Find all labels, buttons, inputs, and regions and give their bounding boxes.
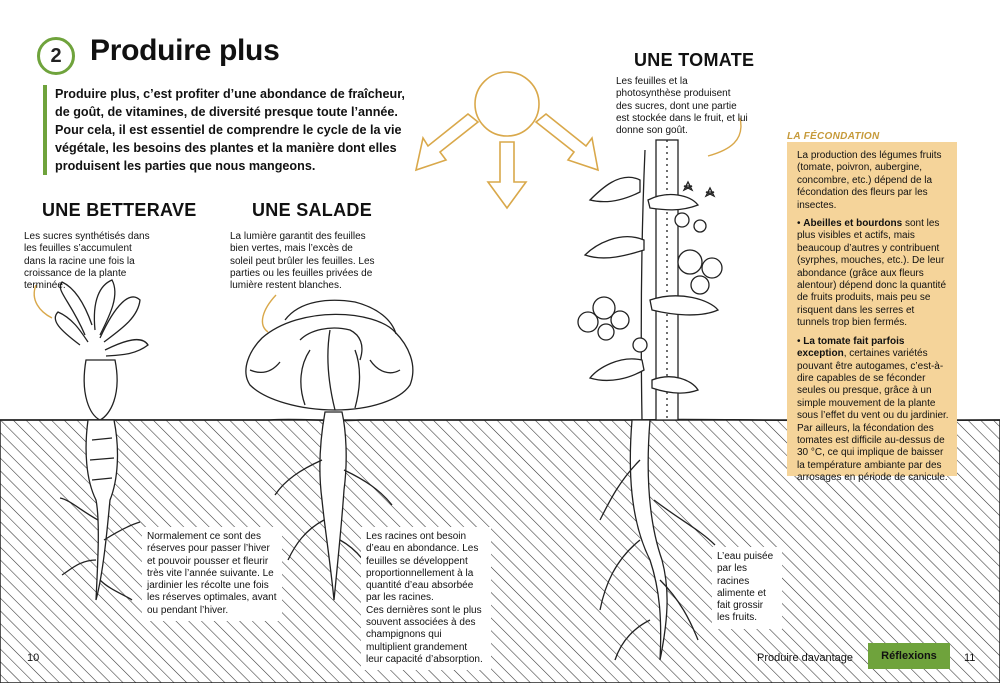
sidebar-title: LA FÉCONDATION (787, 131, 880, 142)
lettuce-note-bottom-part2: Ces dernières sont le plus souvent associées à des champignons qui multiplient grandement leur capacité d’absorption. (366, 604, 483, 665)
sidebar-intro: La production des légumes fruits (tomate, poivron, aubergine, concombre, etc.) dépend de la fécondation des fleurs par les insectes. (797, 150, 942, 211)
sidebar-bullet-2: • La tomate fait parfois exception, certaines variétés pouvant être autogames, c’est-à-dire capables de se féconder seules ou presque, grâce à un simple mouvement de la plante sous l’effet du vent ou du jardinier. Par ailleurs, la fécondation des tomates est difficile au-dessus de 30 °C, ce qui implique de baisser la température ambiante par des arrosages en période de canicule. (797, 335, 949, 484)
lettuce-note-top: La lumière garantit des feuilles bien vertes, mais l’excès de soleil peut brûler les feuilles. Les parties ou les feuilles privées de lumière restent blanches. (230, 231, 375, 292)
intro-paragraph: Produire plus, c’est profiter d’une abondance de fraîcheur, de goût, de vitamines, de diversité presque toute l’année. Pour cela, il est essentiel de comprendre le cycle de la vie végétale, les besoins des plantes et la manière dont elles produisent les parties que nous mangeons. (43, 85, 405, 175)
page-number-right: 11 (964, 652, 976, 664)
tomato-note-top: Les feuilles et la photosynthèse produisent des sucres, dont une partie est stockée dans le fruit, et lui donne son goût. (616, 76, 748, 137)
lettuce-note-bottom-part1: Les racines ont besoin d’eau en abondance. Les feuilles se développent proportionnellement à la quantité d’eau absorbée par les racines. (366, 531, 479, 604)
sun-icon (416, 72, 598, 208)
reflexions-tab[interactable]: Réflexions (868, 643, 950, 669)
lettuce-note-bottom (361, 527, 491, 670)
beet-title: UNE BETTERAVE (42, 200, 197, 220)
section-number-badge: 2 (37, 37, 75, 75)
sidebar-bullet-1-bold: Abeilles et bourdons (803, 218, 903, 230)
lettuce-title: UNE SALADE (252, 200, 373, 220)
beet-note-top: Les sucres synthétisés dans les feuilles s’accumulent dans la racine une fois la croissance de la plante terminée. (24, 231, 150, 292)
footer-section-label[interactable]: Produire davantage (757, 652, 854, 664)
sidebar-bullet-2-text: , certaines variétés pouvant être autogames, c’est-à-dire capables de se féconder seules ou presque, grâce à un simple mouvement de la plante sous l’effet du vent ou du jardinier. Par ailleurs, la fécondation des tomates est difficile au-dessus de 30 °C, ce qui implique de baisser la température ambiante par des arrosages en période de canicule. (797, 348, 949, 484)
tomato-note-bottom: L’eau puisée par les racines alimente et fait grossir les fruits. (712, 547, 782, 629)
beet-note-bottom: Normalement ce sont des réserves pour passer l’hiver et pouvoir pousser et fleurir très vite l’année suivante. Le jardinier les récolte une fois les réserves optimales, avant ou pendant l’hiver. (142, 527, 282, 621)
page-number-left: 10 (27, 652, 40, 664)
page-title: Produire plus (90, 34, 280, 67)
fecondation-sidebar (787, 142, 957, 484)
tomato-title: UNE TOMATE (634, 50, 755, 70)
sidebar-bullet-1: • Abeilles et bourdons sont les plus visibles et actifs, mais beaucoup d’autres y contribuent (syrphes, mouches, etc.). De leur abondance (grâce aux fleurs alentour) dépend donc la quantité de fruits produits, mais peu se risquent dans les serres et tunnels trop bien fermés. (797, 218, 947, 329)
sidebar-bullet-1-text: sont les plus visibles et actifs, mais beaucoup d’autres y contribuent (syrphes, mouches, etc.). De leur abondance (grâce aux fleurs alentour) dépend donc la quantité de fruits produits, mais peu se risquent dans les serres et tunnels trop bien fermés. (797, 218, 947, 329)
sidebar-bullet-2-bold: La tomate fait parfois exception (797, 335, 905, 360)
